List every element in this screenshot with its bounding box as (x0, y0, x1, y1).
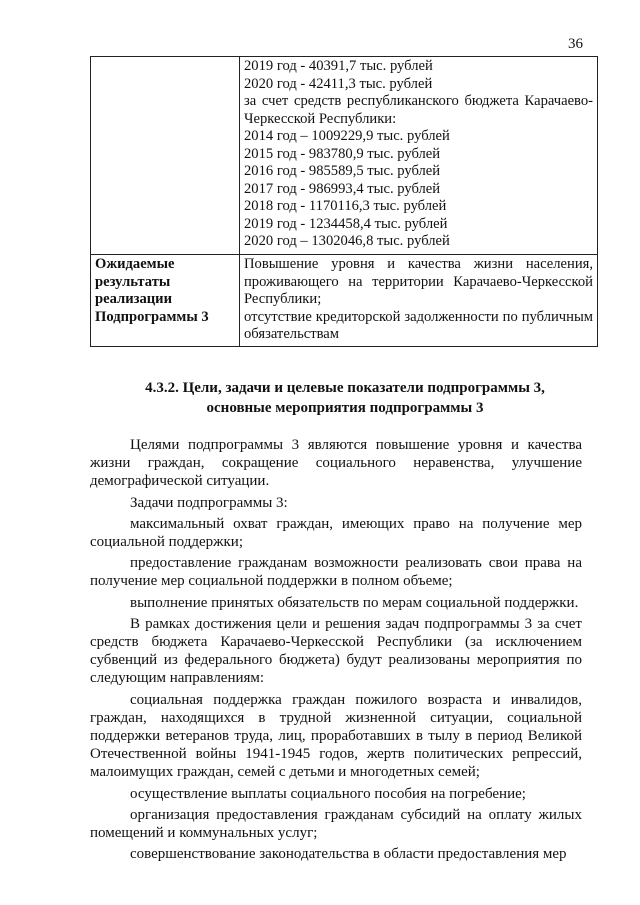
paragraph: предоставление гражданам возможности реализовать свои права на получение мер социальной поддержки в полном объеме; (90, 555, 582, 590)
table-cell-results (240, 255, 598, 347)
heading-line: основные мероприятия подпрограммы 3 (206, 400, 484, 416)
funding-line: 2020 год - 42411,3 тыс. рублей (244, 75, 433, 92)
result-paragraph: отсутствие кредиторской задолженности по публичным обязательствам (244, 308, 593, 342)
funding-line: 2019 год - 1234458,4 тыс. рублей (244, 215, 448, 232)
section-heading (90, 378, 600, 418)
funding-line: 2015 год - 983780,9 тыс. рублей (244, 145, 441, 162)
result-paragraph: Повышение уровня и качества жизни населения, проживающего на территории Карачаево-Черкесской Республики; (244, 256, 593, 307)
paragraph: В рамках достижения цели и решения задач подпрограммы 3 за счет средств бюджета Карачаево-Черкесской Республики (за исключением субвенций из федерального бюджета) будут реализованы мероприятия по следующим направлениям: (90, 615, 582, 687)
page-number: 36 (568, 36, 583, 52)
table-row-funding (91, 57, 598, 255)
paragraph: выполнение принятых обязательств по мерам социальной поддержки. (130, 594, 579, 611)
label-line: Ожидаемые (95, 256, 175, 272)
paragraph: Целями подпрограммы 3 являются повышение уровня и качества жизни граждан, сокращение социального неравенства, улучшение демографической ситуации. (90, 437, 582, 490)
funding-line: 2019 год - 40391,7 тыс. рублей (244, 58, 433, 74)
paragraph: организация предоставления гражданам субсидий на оплату жилых помещений и коммунальных услуг; (90, 806, 582, 842)
paragraph: максимальный охват граждан, имеющих право на получение мер социальной поддержки; (90, 515, 582, 551)
table-cell-funding (240, 57, 598, 255)
funding-line: 2016 год - 985589,5 тыс. рублей (244, 163, 441, 179)
table-cell-empty (91, 57, 240, 255)
label-line: Подпрограммы 3 (95, 308, 209, 325)
label-line: результаты (95, 273, 171, 290)
paragraph: социальная поддержка граждан пожилого возраста и инвалидов, граждан, находящихся в трудной жизненной ситуации, социальной поддержки ветеранов труда, лиц, проработавших в тылу в период Великой Отечественной войны 1941-1945 годов, жертв политических репрессий, малоимущих граждан, семей с детьми и многодетных семей; (90, 691, 582, 781)
table-row-expected-results (91, 255, 598, 347)
funding-line: 2020 год – 1302046,8 тыс. рублей (244, 233, 450, 249)
paragraph: совершенствование законодательства в области предоставления мер (130, 846, 567, 863)
paragraph: осуществление выплаты социального пособия на погребение; (130, 785, 526, 802)
funding-line: 2014 год – 1009229,9 тыс. рублей (244, 128, 450, 144)
label-line: реализации (95, 291, 173, 307)
paragraph: Задачи подпрограммы 3: (130, 494, 288, 511)
funding-line: 2018 год - 1170116,3 тыс. рублей (244, 198, 447, 214)
table-cell-label (91, 255, 240, 347)
program-passport-table (90, 56, 598, 347)
heading-line: 4.3.2. Цели, задачи и целевые показатели подпрограммы 3, (145, 380, 545, 396)
funding-line: 2017 год - 986993,4 тыс. рублей (244, 180, 441, 197)
body-text (90, 436, 582, 866)
funding-intro: за счет средств республиканского бюджета Карачаево-Черкесской Республики: (244, 93, 593, 127)
